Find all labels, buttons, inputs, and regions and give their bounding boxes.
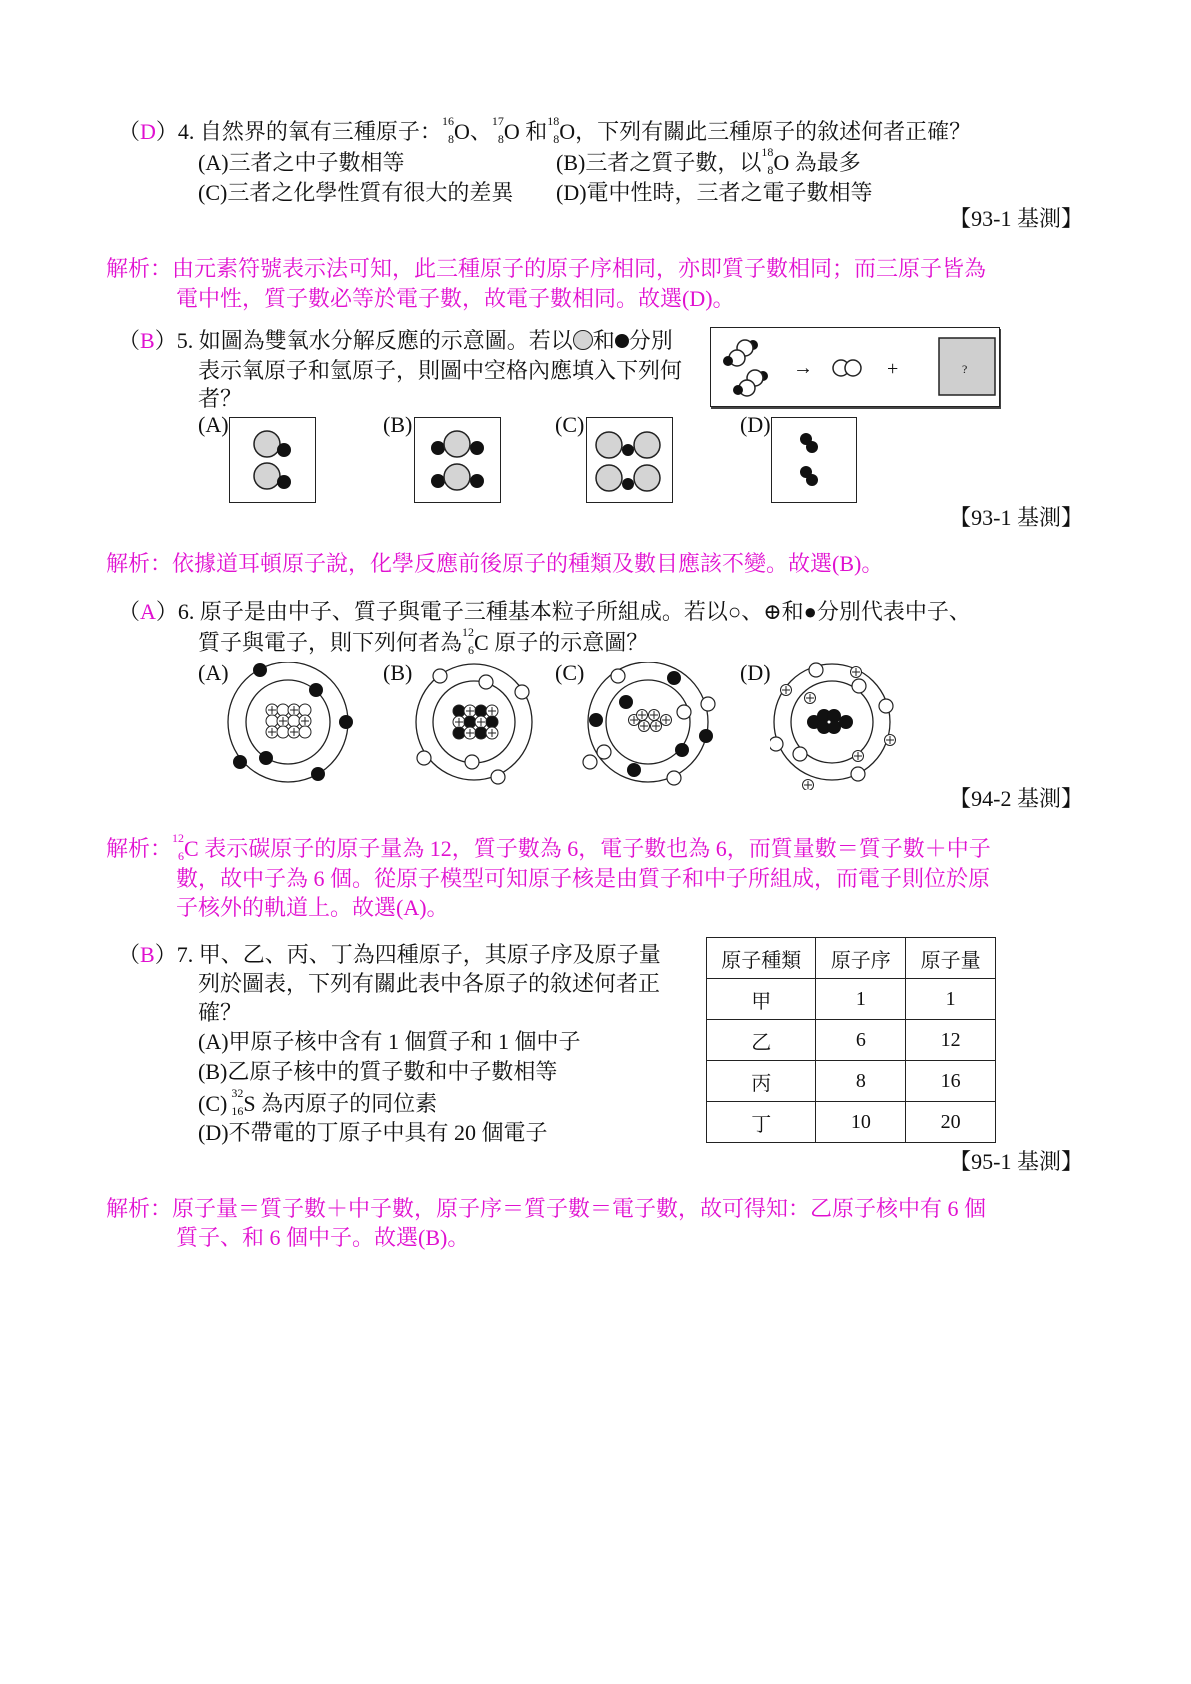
q6-source: 【94-2 基測】 — [949, 786, 1083, 811]
q5-answer: B — [140, 328, 155, 353]
q6-option-a-label: (A) — [198, 660, 229, 685]
table-row: 丙 8 16 — [707, 1061, 996, 1102]
q4-option-a: (A)三者之中子數相等 — [198, 150, 405, 175]
q5-explanation: 解析：依據道耳頓原子說，化學反應前後原子的種類及數目應該不變。故選(B)。 — [106, 551, 884, 576]
q7-stem: （B）7. 甲、乙、丙、丁為四種原子，其原子序及原子量 — [118, 942, 661, 967]
atom-table — [706, 937, 996, 1143]
isotope-o16: 16 8 — [441, 114, 454, 146]
table-header-row: 原子種類 原子序 原子量 — [707, 938, 996, 979]
q5-stem-line2: 表示氧原子和氫原子，則圖中空格內應填入下列何 — [198, 358, 683, 383]
q4-option-b: (B)三者之質子數，以 18 8 O 為最多 — [556, 145, 861, 177]
q4-number: 4. — [177, 119, 195, 144]
q6-option-c-label: (C) — [555, 660, 585, 685]
q6-explanation-line2: 數，故中子為 6 個。從原子模型可知原子核是由質子和中子所組成，而電子則位於原 — [176, 866, 991, 891]
q5-option-a[interactable] — [229, 417, 316, 503]
isotope-o17: 17 8 — [491, 114, 504, 146]
q7-option-a: (A)甲原子核中含有 1 個質子和 1 個中子 — [198, 1029, 581, 1054]
q6-option-b-label: (B) — [383, 660, 413, 685]
q4-source: 【93-1 基測】 — [949, 206, 1083, 231]
q6-answer: A — [140, 599, 156, 624]
table-row: 甲 1 1 — [707, 979, 996, 1020]
q7-source: 【95-1 基測】 — [949, 1149, 1083, 1174]
q7-option-d: (D)不帶電的丁原子中具有 20 個電子 — [198, 1120, 548, 1145]
q7-stem-line3: 確？ — [198, 1000, 243, 1025]
q7-explanation-line2: 質子、和 6 個中子。故選(B)。 — [176, 1225, 470, 1250]
q6-explanation: 解析： 12 6 C 表示碳原子的原子量為 12，質子數為 6，電子數也為 6，而質量數＝質子數＋中子 — [106, 831, 991, 863]
q4-option-c: (C)三者之化學性質有很大的差異 — [198, 180, 514, 205]
q4-option-d: (D)電中性時，三者之電子數相等 — [556, 180, 873, 205]
q5-stem-line3: 者？ — [198, 386, 243, 411]
q4-explanation-line2: 電中性，質子數必等於電子數，故電子數相同。故選(D)。 — [176, 286, 735, 311]
q4-explanation: 解析：由元素符號表示法可知，此三種原子的原子序相同，亦即質子數相同；而三原子皆為 — [106, 256, 987, 281]
q5-option-c[interactable] — [586, 417, 673, 503]
oxygen-icon — [573, 330, 593, 350]
q6-explanation-line3: 子核外的軌道上。故選(A)。 — [176, 895, 449, 920]
table-row: 丁 10 20 — [707, 1102, 996, 1143]
q7-option-b: (B)乙原子核中的質子數和中子數相等 — [198, 1059, 558, 1084]
q7-answer: B — [140, 942, 155, 967]
q5-option-a-label: (A) — [198, 412, 229, 437]
q6-stem-line2: 質子與電子，則下列何者為 12 6 C 原子的示意圖？ — [198, 625, 649, 657]
q6-option-c[interactable] — [582, 662, 717, 792]
hydrogen-icon — [615, 334, 629, 348]
svg-text:→: → — [793, 357, 813, 379]
q6-option-b[interactable] — [410, 662, 540, 792]
q4-stem: （D）4. 自然界的氧有三種原子： 16 8 O、 17 8 O 和 18 8 O，下列有關此三種原子的敘述何者正確？ — [118, 114, 972, 146]
isotope-o18: 18 8 — [547, 114, 560, 146]
q5-source: 【93-1 基測】 — [949, 505, 1083, 530]
q5-stem: （B）5. 如圖為雙氧水分解反應的示意圖。若以 和 分別 — [118, 328, 673, 353]
q7-option-c: (C) 32 16 S 為丙原子的同位素 — [198, 1086, 438, 1118]
q5-option-c-label: (C) — [555, 412, 585, 437]
q5-option-b[interactable] — [414, 417, 501, 503]
q5-option-b-label: (B) — [383, 412, 413, 437]
q5-option-d-label: (D) — [740, 412, 771, 437]
reaction-diagram — [710, 327, 1000, 407]
q7-explanation: 解析：原子量＝質子數＋中子數，原子序＝質子數＝電子數，故可得知：乙原子核中有 6 個 — [106, 1196, 987, 1221]
q6-option-a[interactable] — [226, 662, 356, 792]
q6-option-d-label: (D) — [740, 660, 771, 685]
q7-stem-line2: 列於圖表，下列有關此表中各原子的敘述何者正 — [198, 971, 661, 996]
svg-text:?: ? — [962, 362, 968, 376]
svg-text:+: + — [887, 358, 899, 380]
q6-option-d[interactable] — [770, 660, 905, 790]
h2o2-molecules-icon — [711, 328, 999, 406]
q5-option-d[interactable] — [771, 417, 857, 503]
q4-answer: D — [140, 119, 156, 144]
table-row: 乙 6 12 — [707, 1020, 996, 1061]
q6-stem: （A）6. 原子是由中子、質子與電子三種基本粒子所組成。若以○、⊕和●分別代表中子、 — [118, 599, 971, 624]
